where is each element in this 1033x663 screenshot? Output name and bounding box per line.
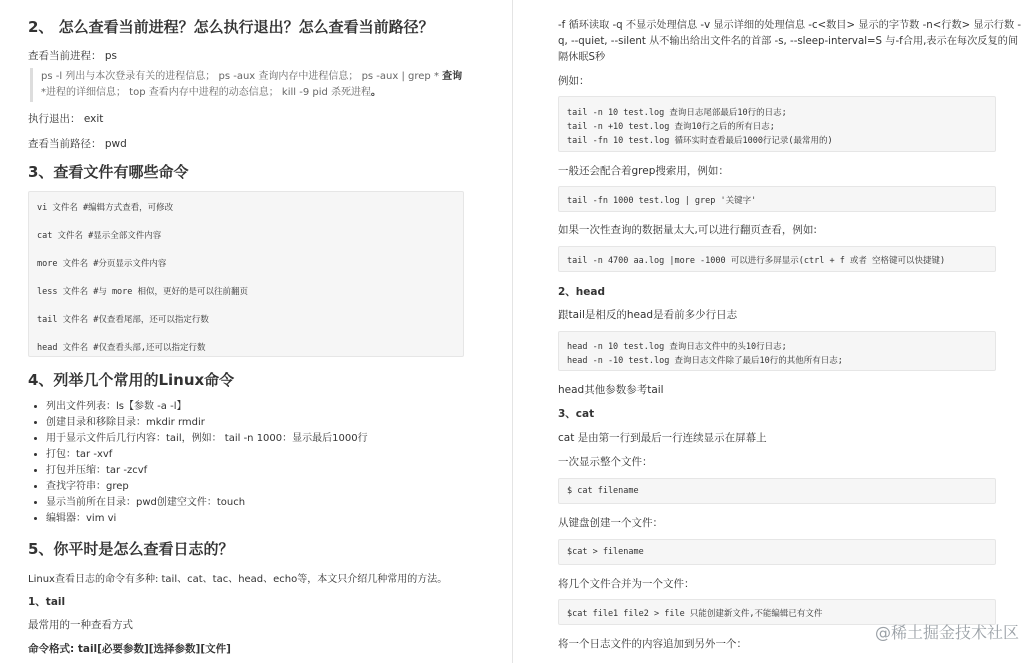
code-line: less 文件名 #与 more 相似，更好的是可以往前翻页 bbox=[37, 287, 249, 297]
heading-q5: 5、你平时是怎么查看日志的？ bbox=[28, 540, 234, 558]
log-intro-text: Linux查看日志的命令有多种: tail、cat、tac、head、echo等，本文只介绍几种常用的方法。 bbox=[28, 574, 448, 585]
file-commands-code bbox=[28, 191, 464, 357]
cat-code-1 bbox=[558, 478, 996, 504]
view-process-text: 查看当前进程： ps bbox=[28, 50, 117, 62]
code-line: cat 文件名 #显示全部文件内容 bbox=[37, 231, 162, 241]
code-line: tail -n +10 test.log 查询10行之后的所有日志; bbox=[567, 122, 775, 132]
grep-intro: 一般还会配合着grep搜索用，例如： bbox=[558, 165, 729, 177]
large-intro: 如果一次性查询的数据量太大,可以进行翻页查看，例如: bbox=[558, 224, 817, 236]
code-line: more 文件名 #分页显示文件内容 bbox=[37, 259, 167, 269]
code-line: $cat > filename bbox=[567, 547, 644, 557]
list-item: • 显示当前所在目录：pwd创建空文件：touch bbox=[46, 495, 368, 511]
code-line: tail -fn 1000 test.log | grep '关键字' bbox=[567, 196, 757, 206]
cat-heading: 3、cat bbox=[558, 408, 595, 420]
list-item: • 查找字符串：grep bbox=[46, 479, 368, 495]
tail-code bbox=[558, 96, 996, 152]
tail-desc: 最常用的一种查看方式 bbox=[28, 619, 133, 631]
grep-code bbox=[558, 186, 996, 212]
code-line: vi 文件名 #编辑方式查看，可修改 bbox=[37, 203, 174, 213]
cat-merge-text: 将几个文件合并为一个文件： bbox=[558, 578, 695, 590]
column-divider bbox=[512, 0, 513, 663]
heading-q2: 2、 怎么查看当前进程？怎么执行退出？怎么查看当前路径？ bbox=[28, 18, 434, 36]
tail-options-line: 隔休眠S秒 bbox=[558, 52, 606, 63]
heading-q3: 3、查看文件有哪些命令 bbox=[28, 163, 189, 181]
head-desc: 跟tail是相反的head是看前多少行日志 bbox=[558, 309, 738, 321]
code-line: head -n 10 test.log 查询日志文件中的头10行日志; bbox=[567, 342, 787, 352]
left-column bbox=[0, 0, 512, 663]
command-format: 命令格式: tail[必要参数][选择参数][文件] bbox=[28, 643, 231, 655]
code-line: tail -n 4700 aa.log |more -1000 可以进行多屏显示(ctrl + f 或者 空格键可以快捷键) bbox=[567, 256, 946, 266]
exit-text: 执行退出： exit bbox=[28, 113, 104, 125]
code-line: $ cat filename bbox=[567, 486, 639, 496]
large-code bbox=[558, 246, 996, 272]
linux-command-list bbox=[28, 399, 368, 527]
head-heading: 2、head bbox=[558, 286, 606, 298]
tail-heading: 1、tail bbox=[28, 596, 66, 608]
code-line: tail 文件名 #仅查看尾部，还可以指定行数 bbox=[37, 315, 209, 325]
cat-desc: cat 是由第一行到最后一行连续显示在屏幕上 bbox=[558, 432, 767, 444]
path-text: 查看当前路径： pwd bbox=[28, 138, 127, 150]
cat-whole-text: 一次显示整个文件： bbox=[558, 456, 653, 468]
head-other-text: head其他参数参考tail bbox=[558, 384, 664, 396]
list-item: • 打包并压缩：tar -zcvf bbox=[46, 463, 368, 479]
list-item: • 列出文件列表：ls【参数 -a -l】 bbox=[46, 399, 368, 415]
tail-options-line: q, --quiet, --silent 从不输出给出文件名的首部 -s, --sleep-interval=S 与-f合用,表示在每次反复的间 bbox=[558, 36, 1019, 47]
code-line: tail -fn 10 test.log 循环实时查看最后1000行记录(最常用的) bbox=[567, 136, 833, 146]
right-column bbox=[514, 0, 1033, 663]
list-item: • 用于显示文件后几行内容：tail，例如： tail -n 1000：显示最后1000行 bbox=[46, 431, 368, 447]
process-quote: ps -l 列出与本次登录有关的进程信息； ps -aux 查询内存中进程信息； ps -aux | grep * 查询 *进程的详细信息； top 查看内存中进程的动态信息； kill -9 pid 杀死进程。 bbox=[30, 68, 481, 102]
head-code bbox=[558, 331, 996, 371]
heading-q4: 4、列举几个常用的Linux命令 bbox=[28, 371, 235, 389]
list-item: • 打包：tar -xvf bbox=[46, 447, 368, 463]
cat-append-text: 将一个日志文件的内容追加到另外一个： bbox=[558, 638, 747, 650]
watermark: @稀土掘金技术社区 bbox=[874, 623, 1019, 642]
list-item: • 编辑器：vim vi bbox=[46, 511, 368, 527]
example-label: 例如： bbox=[558, 75, 590, 87]
code-line: head -n -10 test.log 查询日志文件除了最后10行的其他所有日志; bbox=[567, 356, 843, 366]
cat-create-text: 从键盘创建一个文件： bbox=[558, 517, 663, 529]
cat-code-2 bbox=[558, 539, 996, 565]
code-line: head 文件名 #仅查看头部,还可以指定行数 bbox=[37, 343, 206, 353]
code-line: tail -n 10 test.log 查询日志尾部最后10行的日志; bbox=[567, 108, 787, 118]
list-item: • 创建目录和移除目录：mkdir rmdir bbox=[46, 415, 368, 431]
tail-options-line: -f 循环读取 -q 不显示处理信息 -v 显示详细的处理信息 -c<数目> 显示的字节数 -n<行数> 显示行数 - bbox=[558, 20, 1022, 31]
code-line: $cat file1 file2 > file 只能创建新文件,不能编辑已有文件 bbox=[567, 609, 823, 619]
